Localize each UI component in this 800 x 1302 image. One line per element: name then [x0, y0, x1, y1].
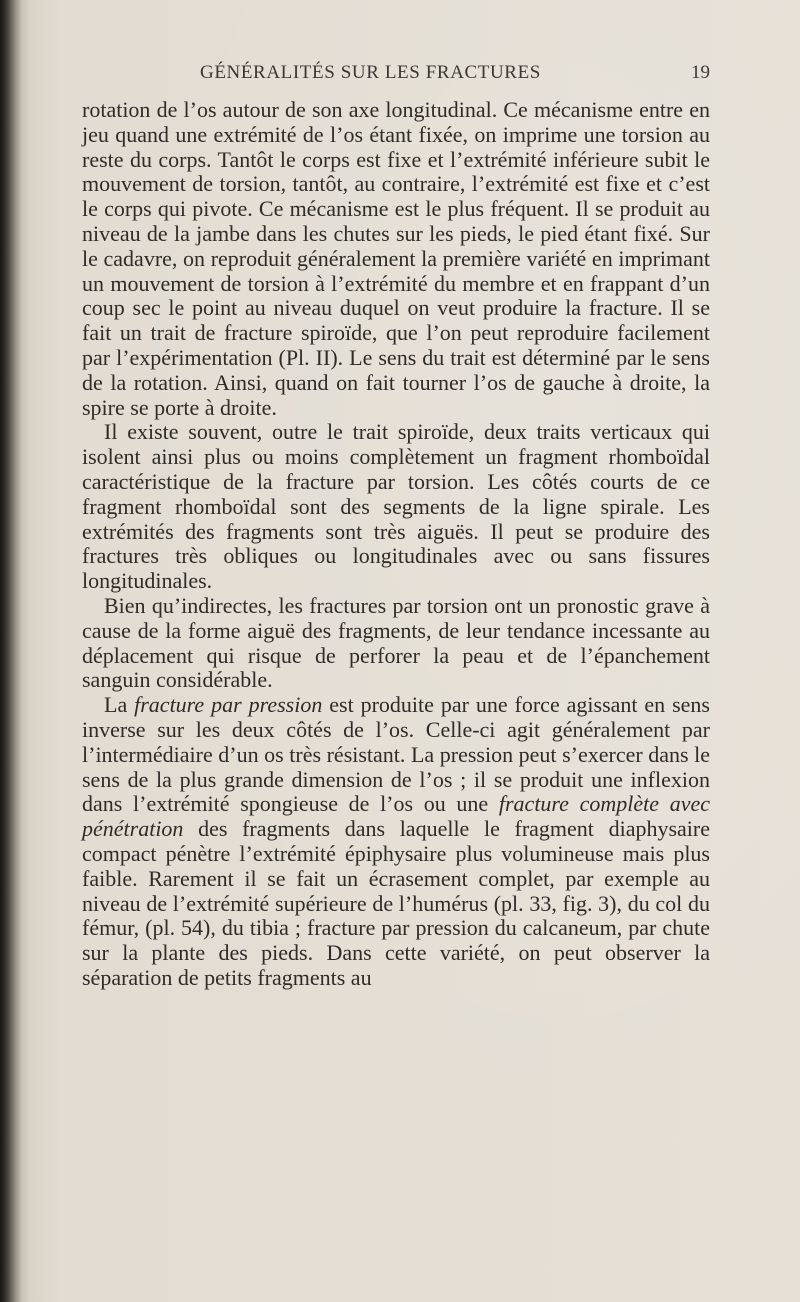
pressure-continuation-text: des fragments dans laquelle le fragment diaphysaire compact pénètre l’extrémité épiphysaire plus volumineuse mais plus faible. Rarement il se fait un écrasement complet, par exemple au niveau de l’extrémité supérieure de l’humérus (pl. 33, fig. 3), du col du fémur, (pl. 54), du tibia ; fracture par pression du calcaneum, par chute sur la plante des pieds. Dans cette variété, on peut observer la séparation de petits fragments au [82, 816, 710, 990]
term-fracture-complete-penetration: fracture complète avec pénétration [82, 791, 710, 842]
running-head: GÉNÉRALITÉS SUR LES FRACTURES [200, 62, 541, 83]
term-fracture-par-pression: fracture par pression [134, 692, 323, 718]
pressure-description-text: est produite par une force agissant en sens inverse sur les deux côtés de l’os. Celle-ci agit généralement par l’intermédiaire d’un os très résistant. La pression peut s’exercer dans le sens de la plus grande dimension de l’os ; il se produit une inflexion dans l’extrémité spongieuse de l’os ou une [82, 692, 710, 817]
body-text [82, 98, 710, 991]
paragraph-torsion-mechanism: rotation de l’os autour de son axe longitudinal. Ce mécanisme entre en jeu quand une extrémité de l’os étant fixée, on imprime une torsion au reste du corps. Tantôt le corps est fixe et l’extrémité inférieure subit le mouvement de torsion, tantôt, au contraire, l’extrémité est fixe et c’est le corps qui pivote. Ce mécanisme est le plus fréquent. Il se produit au niveau de la jambe dans les chutes sur les pieds, le pied étant fixé. Sur le cadavre, on reproduit généralement la première variété en imprimant un mouvement de torsion à l’extrémité du membre et en frappant d’un coup sec le point au niveau duquel on veut produire la fracture. Il se fait un trait de fracture spiroïde, que l’on peut reproduire facilement par l’expérimentation (Pl. II). Le sens du trait est déterminé par le sens de la rotation. Ainsi, quand on fait tourner l’os de gauche à droite, la spire se porte à droite. [82, 97, 710, 420]
page-number: 19 [691, 62, 710, 83]
paragraph-pressure-fracture [82, 693, 710, 991]
page-header [82, 62, 710, 88]
pressure-intro-text: La [104, 692, 135, 718]
paragraph-torsion-prognosis: Bien qu’indirectes, les fractures par torsion ont un pronostic grave à cause de la forme aiguë des fragments, de leur tendance incessante au déplacement qui risque de perforer la peau et de l’épanchement sanguin considérable. [82, 592, 710, 693]
paragraph-rhomboid-fragment: Il existe souvent, outre le trait spiroïde, deux traits verticaux qui isolent ainsi plus ou moins complètement un fragment rhomboïdal caractéristique de la fracture par torsion. Les côtés courts de ce fragment rhomboïdal sont des segments de la ligne spirale. Les extrémités des fragments sont très aiguës. Il peut se produire des fractures très obliques ou longitudinales avec ou sans fissures longitudinales. [82, 419, 710, 594]
binding-gutter [0, 0, 22, 1302]
